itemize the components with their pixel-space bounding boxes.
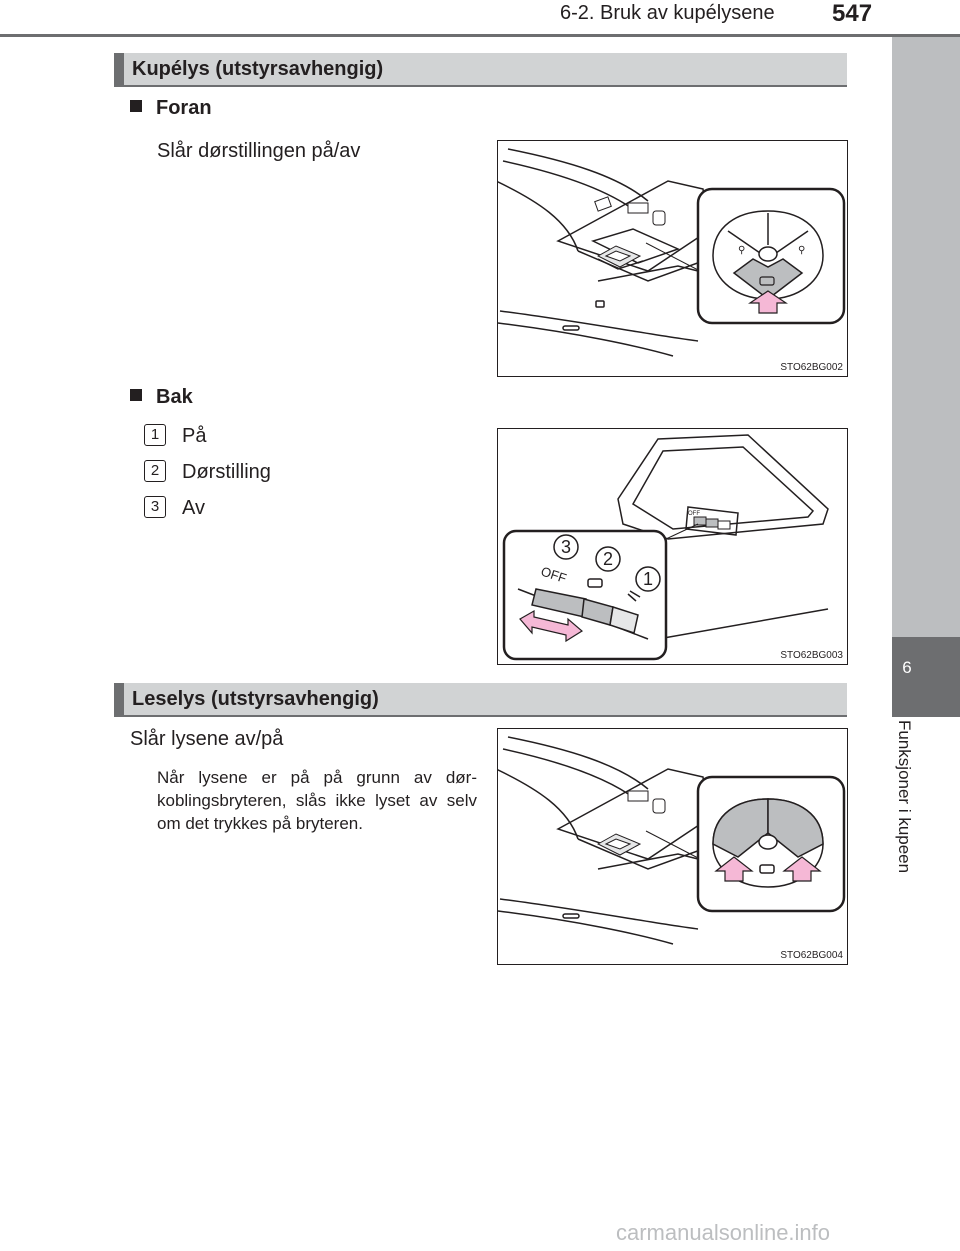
chapter-title: Funksjoner i kupeen <box>895 720 914 874</box>
page-number: 547 <box>832 0 873 27</box>
svg-text:⚲: ⚲ <box>738 245 746 256</box>
section-bar-marker <box>114 683 124 715</box>
rear-console-illustration <box>498 429 846 663</box>
chapter-tab-background <box>892 37 960 637</box>
item-number-badge: 1 <box>144 424 166 446</box>
square-bullet-icon <box>130 100 142 112</box>
reading-light-description: Slår lysene av/på <box>130 728 284 750</box>
figure-reading-light-switch <box>497 728 848 965</box>
subheading-front <box>130 97 212 120</box>
section-bar-interior-light <box>114 53 847 87</box>
small-off-label: OFF <box>688 511 700 517</box>
section-title: Kupélys (utstyrsavhengig) <box>132 58 384 80</box>
item-label: Dørstilling <box>182 461 271 483</box>
figure-front-switch <box>497 140 848 377</box>
front-description: Slår dørstillingen på/av <box>157 140 361 162</box>
figure-code: STO62BG002 <box>780 362 843 373</box>
section-title: Leselys (utstyrsavhengig) <box>132 688 379 710</box>
section-bar-marker <box>114 53 124 85</box>
item-number-badge: 2 <box>144 460 166 482</box>
off-label: OFF <box>539 563 569 586</box>
chapter-number: 6 <box>902 658 912 677</box>
watermark: carmanualsonline.info <box>616 1220 831 1245</box>
item-label: På <box>182 425 207 447</box>
subheading-rear <box>130 386 193 409</box>
figure-rear-switch <box>497 428 848 665</box>
item-number-badge: 3 <box>144 496 166 518</box>
reading-light-illustration <box>498 729 846 963</box>
item-label: Av <box>182 497 205 519</box>
section-bar-reading-light <box>114 683 847 717</box>
svg-text:⚲: ⚲ <box>798 245 806 256</box>
figure-code: STO62BG004 <box>780 950 843 961</box>
callout-1: 1 <box>642 569 654 589</box>
subheading-label: Bak <box>156 386 193 408</box>
subheading-label: Foran <box>156 97 212 119</box>
front-console-illustration <box>498 141 846 375</box>
running-header-title: 6-2. Bruk av kupélysene <box>560 2 775 24</box>
reading-light-note: Når lysene er på på grunn av dør-koblingsbryteren, slås ikke lyset av selv om det trykkes på bryteren. <box>157 768 477 833</box>
callout-2: 2 <box>602 549 614 569</box>
callout-3: 3 <box>560 537 572 557</box>
square-bullet-icon <box>130 389 142 401</box>
figure-code: STO62BG003 <box>780 650 843 661</box>
header-rule <box>0 34 960 37</box>
